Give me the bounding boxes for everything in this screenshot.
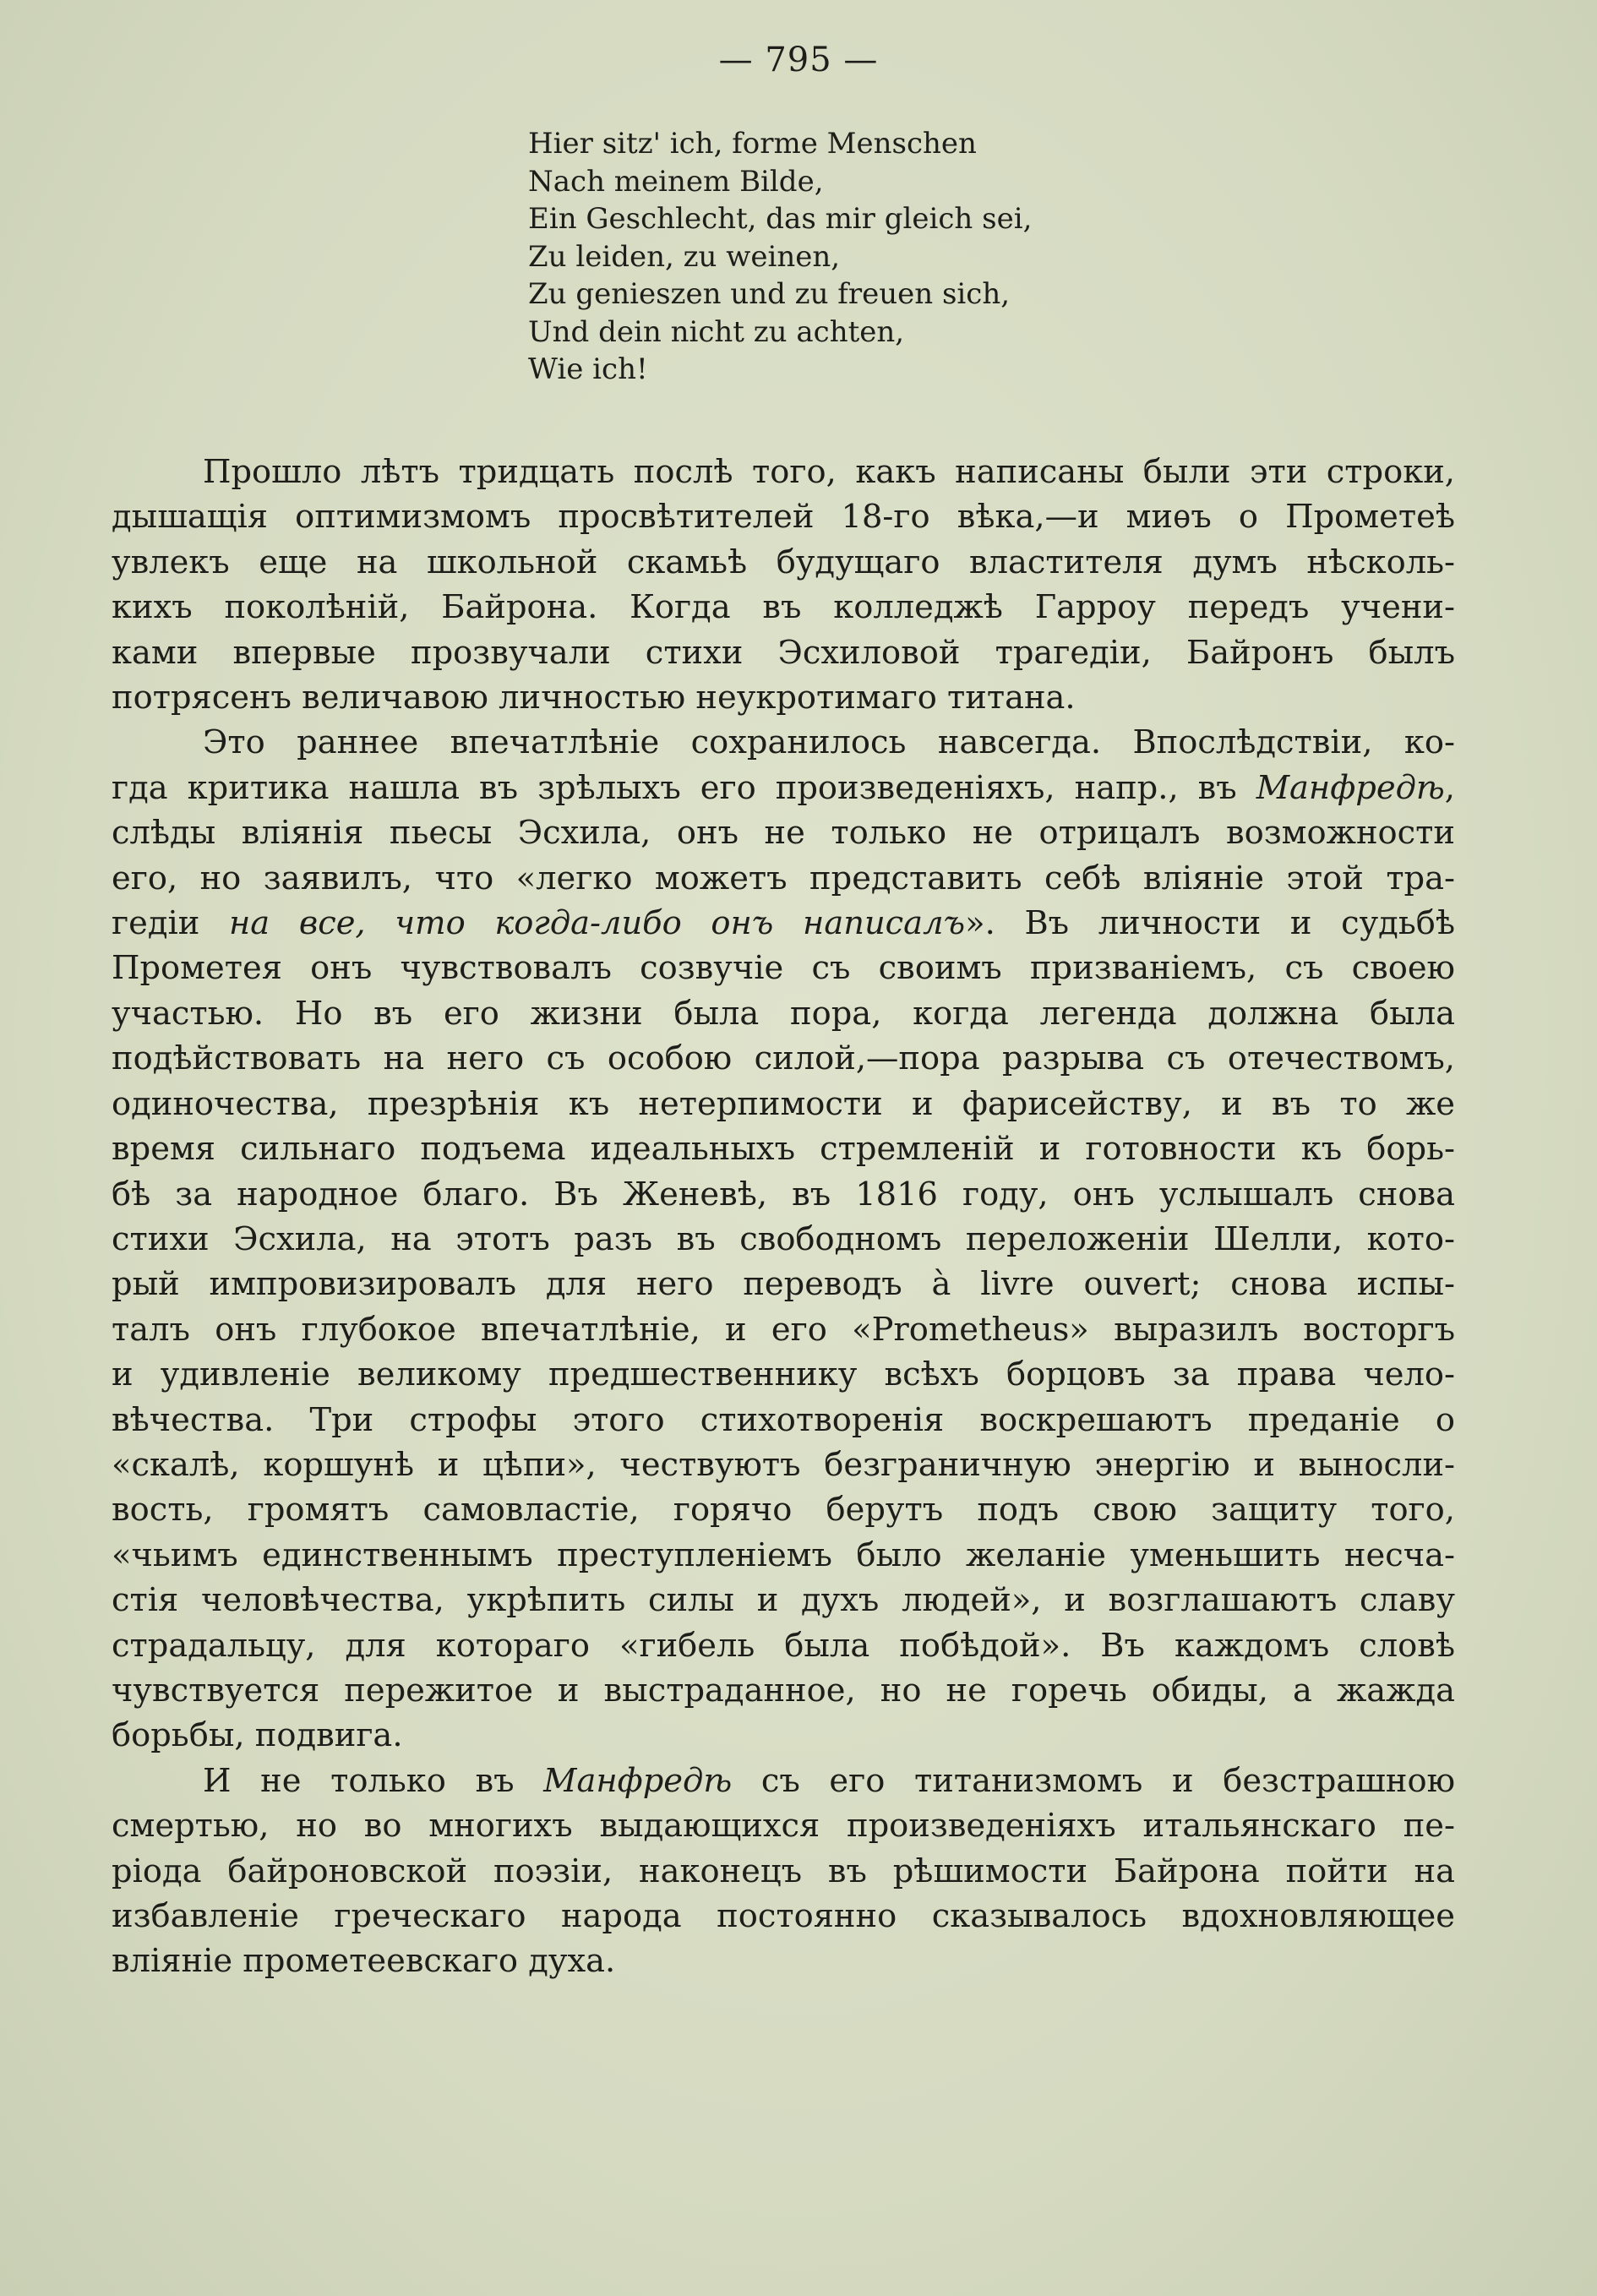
text-line: подѣйствовать на него съ особою силой,—пора разрыва съ отечествомъ, — [112, 1039, 1455, 1078]
text-line: талъ онъ глубокое впечатлѣніе, и его «Prometheus» выразилъ восторгъ — [112, 1310, 1455, 1349]
text-line: и удивленіе великому предшественнику всѣхъ борцовъ за права чело- — [112, 1355, 1455, 1394]
text-line: вліяніе прометеевскаго духа. — [112, 1942, 616, 1981]
text-line: дышащія оптимизмомъ просвѣтителей 18-го вѣка,—и миѳъ о Прометеѣ — [112, 498, 1455, 537]
poem-line: Ein Geschlecht, das mir gleich sei, — [528, 202, 1033, 236]
text-line: страдальцу, для котораго «гибель была побѣдой». Въ каждомъ словѣ — [112, 1626, 1455, 1665]
paragraph-2 — [112, 720, 1455, 1758]
text-line: Прометея онъ чувствовалъ созвучіе съ своимъ призваніемъ, съ своею — [112, 949, 1455, 988]
text-line: потрясенъ величавою личностью неукротимаго титана. — [112, 679, 1076, 717]
text-line: гедіи на все, что когда-либо онъ написалъ». Въ личности и судьбѣ — [112, 904, 1455, 943]
text-line: Прошло лѣтъ тридцать послѣ того, какъ написаны были эти строки, — [203, 453, 1455, 491]
text-line: «чьимъ единственнымъ преступленіемъ было желаніе уменьшить несча- — [112, 1535, 1455, 1574]
text-line: рый импровизировалъ для него переводъ à livre ouvert; снова испы- — [112, 1265, 1455, 1304]
text-line: гда критика нашла въ зрѣлыхъ его произведеніяхъ, напр., въ Манфредѣ, — [112, 768, 1455, 807]
text-line: одиночества, презрѣнія къ нетерпимости и фарисейству, и въ то же — [112, 1084, 1455, 1123]
text-line: ками впервые прозвучали стихи Эсхиловой трагедіи, Байронъ былъ — [112, 633, 1455, 672]
text-line: ріода байроновской поэзіи, наконецъ въ рѣшимости Байрона пойти на — [112, 1852, 1455, 1890]
text-line: стихи Эсхила, на этотъ разъ въ свободномъ переложеніи Шелли, кото- — [112, 1219, 1455, 1258]
poem-line: Nach meinem Bilde, — [528, 164, 824, 199]
text-line: кихъ поколѣній, Байрона. Когда въ колледжѣ Гарроу передъ учени- — [112, 588, 1455, 627]
poem-line: Und dein nicht zu achten, — [528, 314, 905, 349]
body-text — [112, 450, 1455, 1984]
text-line: участью. Но въ его жизни была пора, когда легенда должна была — [112, 994, 1455, 1033]
poem-line: Wie ich! — [528, 352, 648, 386]
text-line: смертью, но во многихъ выдающихся произведеніяхъ итальянскаго пе- — [112, 1807, 1455, 1846]
text-line: избавленіе греческаго народа постоянно сказывалось вдохновляющее — [112, 1897, 1455, 1935]
italic-phrase: на все, что когда-либо онъ написалъ — [229, 904, 966, 943]
text-line: вѣчества. Три строфы этого стихотворенія воскрешаютъ преданіе о — [112, 1400, 1455, 1439]
text-line: вость, громятъ самовластіе, горячо берутъ подъ свою защиту того, — [112, 1491, 1455, 1530]
text-line: время сильнаго подъема идеальныхъ стремленій и готовности къ борь- — [112, 1130, 1455, 1169]
paragraph-3 — [112, 1759, 1455, 1984]
text-line: И не только въ Манфредѣ съ его титанизмомъ и безстрашною — [203, 1761, 1456, 1800]
poem-line: Hier sitz' ich, forme Menschen — [528, 127, 977, 161]
poem-line: Zu genieszen und zu freuen sich, — [528, 277, 1011, 311]
text-line: стія человѣчества, укрѣпить силы и духъ людей», и возглашаютъ славу — [112, 1581, 1455, 1620]
text-line: «скалѣ, коршунѣ и цѣпи», чествуютъ безграничную энергію и выносли- — [112, 1445, 1455, 1484]
paragraph-1 — [112, 450, 1455, 720]
poem-quote — [528, 125, 1289, 389]
text-line: борьбы, подвига. — [112, 1716, 403, 1755]
page-number: — 795 — — [718, 41, 879, 79]
italic-phrase: Манфредѣ — [1256, 768, 1445, 807]
text-line: его, но заявилъ, что «легко можетъ представить себѣ вліяніе этой тра- — [112, 859, 1455, 897]
poem-line: Zu leiden, zu weinen, — [528, 239, 841, 274]
text-line: бѣ за народное благо. Въ Женевѣ, въ 1816 году, онъ услышалъ снова — [112, 1175, 1455, 1213]
text-line: Это раннее впечатлѣніе сохранилось навсегда. Впослѣдствіи, ко- — [203, 723, 1455, 762]
text-line: слѣды вліянія пьесы Эсхила, онъ не только не отрицалъ возможности — [112, 814, 1455, 853]
text-line: чувствуется пережитое и выстраданное, но не горечь обиды, а жажда — [112, 1671, 1455, 1710]
italic-phrase: Манфредѣ — [543, 1761, 733, 1800]
text-line: увлекъ еще на школьной скамьѣ будущаго властителя думъ нѣсколь- — [112, 543, 1455, 581]
